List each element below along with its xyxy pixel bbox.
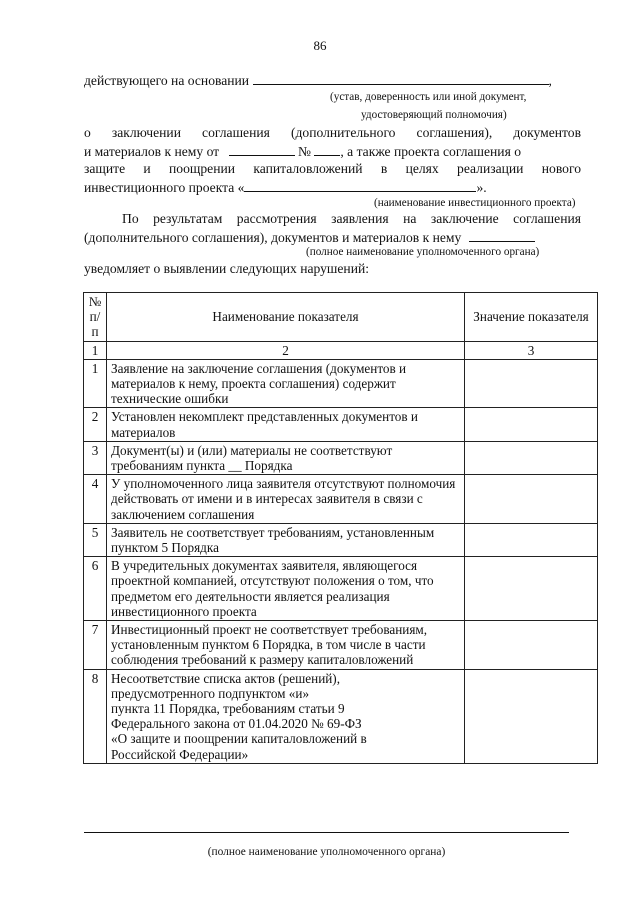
footer-caption: (полное наименование уполномоченного органа) bbox=[207, 846, 446, 858]
row-value bbox=[465, 557, 598, 621]
header-name: Наименование показателя bbox=[107, 293, 465, 342]
agreement-line-2-tail: , а также проекта соглашения о bbox=[340, 144, 522, 159]
review-line-2-text: (дополнительного соглашения), документов и материалов к нему bbox=[84, 230, 462, 245]
row-number: 3 bbox=[84, 441, 107, 474]
violations-table bbox=[83, 292, 598, 764]
table-row bbox=[84, 557, 598, 621]
row-number: 8 bbox=[84, 669, 107, 763]
table-row bbox=[84, 523, 598, 556]
page-number: 86 bbox=[313, 38, 327, 53]
agreement-line-2 bbox=[84, 143, 521, 160]
agreement-date-label: и материалов к нему от bbox=[84, 144, 220, 159]
table-row bbox=[84, 408, 598, 441]
project-name-blank bbox=[244, 179, 476, 192]
row-text: Установлен некомплект представленных документов и материалов bbox=[107, 408, 465, 441]
row-text: Заявление на заключение соглашения (документов и материалов к нему, проекта соглашения) содержит технические ошибки bbox=[107, 359, 465, 408]
table-row bbox=[84, 621, 598, 670]
row-number: 7 bbox=[84, 621, 107, 670]
row-value bbox=[465, 441, 598, 474]
agreement-date-blank bbox=[229, 143, 295, 156]
signature-line bbox=[84, 832, 569, 833]
basis-trailing: , bbox=[548, 73, 552, 88]
row-text-line: Российской Федерации» bbox=[111, 746, 249, 762]
authority-blank bbox=[469, 229, 535, 242]
project-label-end: ». bbox=[476, 180, 487, 195]
row-value bbox=[465, 408, 598, 441]
project-caption: (наименование инвестиционного проекта) bbox=[374, 197, 576, 209]
row-value bbox=[465, 475, 598, 524]
basis-blank bbox=[253, 72, 549, 85]
row-text-line: Несоответствие списка актов (решений), bbox=[111, 670, 340, 686]
agreement-number-sign: № bbox=[297, 144, 311, 159]
table-row bbox=[84, 475, 598, 524]
column-number: 1 bbox=[84, 341, 107, 359]
row-text: Заявитель не соответствует требованиям, установленным пунктом 5 Порядка bbox=[107, 523, 465, 556]
column-number: 2 bbox=[107, 341, 465, 359]
row-text-line: Федерального закона от 01.04.2020 № 69-ФЗ bbox=[111, 716, 362, 732]
table-row bbox=[84, 669, 598, 763]
row-value bbox=[465, 523, 598, 556]
row-number: 4 bbox=[84, 475, 107, 524]
agreement-line-3: защите и поощрении капиталовложений в целях реализации нового bbox=[84, 161, 581, 176]
project-label: инвестиционного проекта « bbox=[84, 180, 245, 195]
header-number: № п/п bbox=[84, 293, 107, 342]
row-text: Документ(ы) и (или) материалы не соответствуют требованиям пункта __ Порядка bbox=[107, 441, 465, 474]
basis-line bbox=[84, 72, 552, 89]
column-number: 3 bbox=[465, 341, 598, 359]
row-text-line: пункта 11 Порядка, требованиям статьи 9 bbox=[111, 701, 345, 717]
review-line-2 bbox=[84, 229, 535, 246]
row-value bbox=[465, 669, 598, 763]
basis-label: действующего на основании bbox=[84, 73, 250, 88]
agreement-number-blank bbox=[314, 143, 340, 156]
row-number: 5 bbox=[84, 523, 107, 556]
row-number: 1 bbox=[84, 359, 107, 408]
basis-caption-2: удостоверяющий полномочия) bbox=[361, 109, 507, 121]
row-number: 2 bbox=[84, 408, 107, 441]
row-number: 6 bbox=[84, 557, 107, 621]
table-row bbox=[84, 441, 598, 474]
row-text bbox=[107, 669, 465, 763]
review-line-3: уведомляет о выявлении следующих нарушений: bbox=[84, 261, 370, 276]
basis-caption-1: (устав, доверенность или иной документ, bbox=[330, 91, 527, 103]
table-header-row bbox=[84, 293, 598, 342]
row-value bbox=[465, 621, 598, 670]
column-number-row bbox=[84, 341, 598, 359]
row-value bbox=[465, 359, 598, 408]
table-row bbox=[84, 359, 598, 408]
row-text: У уполномоченного лица заявителя отсутствуют полномочия действовать от имени и в интересах заявителя в связи с заключением соглашения bbox=[107, 475, 465, 524]
authority-caption: (полное наименование уполномоченного органа) bbox=[306, 246, 540, 258]
review-line-1: По результатам рассмотрения заявления на заключение соглашения bbox=[122, 211, 581, 226]
header-value: Значение показателя bbox=[465, 293, 598, 342]
row-text-line: «О защите и поощрении капиталовложений в bbox=[111, 731, 367, 747]
row-text-line: предусмотренного подпунктом «и» bbox=[111, 685, 310, 701]
agreement-line-1: о заключении соглашения (дополнительного соглашения), документов bbox=[84, 125, 581, 140]
agreement-line-4 bbox=[84, 179, 487, 196]
row-text: В учредительных документах заявителя, являющегося проектной компанией, отсутствуют положения о том, что предметом его деятельности является реализация инвестиционного проекта bbox=[107, 557, 465, 621]
row-text: Инвестиционный проект не соответствует требованиям, установленным пунктом 6 Порядка, в том числе в части соблюдения требований к размеру капиталовложений bbox=[107, 621, 465, 670]
